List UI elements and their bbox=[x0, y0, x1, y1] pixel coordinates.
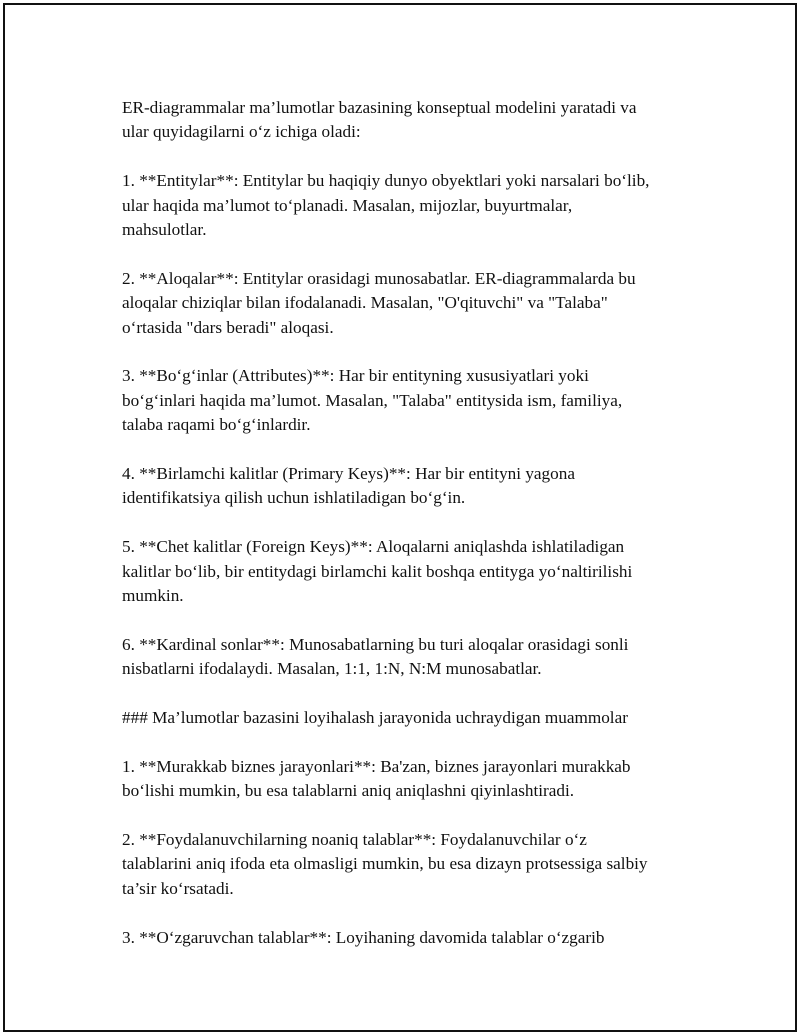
text-line: 6. **Kardinal sonlar**: Munosabatlarning bu turi aloqalar orasidagi sonli bbox=[122, 634, 629, 654]
text-line: 3. **Bo‘g‘inlar (Attributes)**: Har bir entityning xususiyatlari yoki bbox=[122, 366, 589, 386]
text-line: 4. **Birlamchi kalitlar (Primary Keys)**: Har bir entityni yagona bbox=[122, 464, 575, 484]
document-page bbox=[3, 3, 797, 1032]
text-line: aloqalar chiziqlar bilan ifodalanadi. Masalan, "O'qituvchi" va "Talaba" bbox=[122, 293, 608, 313]
text-line: 2. **Foydalanuvchilarning noaniq talablar**: Foydalanuvchilar o‘z bbox=[122, 830, 587, 850]
text-line: o‘rtasida "dars beradi" aloqasi. bbox=[122, 317, 334, 337]
paragraph-entitylar bbox=[122, 169, 712, 242]
paragraph-ozgaruvchan-talablar bbox=[122, 926, 712, 950]
text-line: talablarini aniq ifoda eta olmasligi mumkin, bu esa dizayn protsessiga salbiy bbox=[122, 854, 648, 874]
text-line: nisbatlarni ifodalaydi. Masalan, 1:1, 1:N, N:M munosabatlar. bbox=[122, 659, 542, 679]
text-line: 1. **Entitylar**: Entitylar bu haqiqiy dunyo obyektlari yoki narsalari bo‘lib, bbox=[122, 171, 650, 191]
text-line: kalitlar bo‘lib, bir entitydagi birlamchi kalit boshqa entityga yo‘naltirilishi bbox=[122, 561, 633, 581]
paragraph-boginlar bbox=[122, 364, 712, 437]
paragraph-foreign-keys bbox=[122, 535, 712, 608]
paragraph-primary-keys bbox=[122, 462, 712, 511]
paragraph-intro bbox=[122, 96, 712, 145]
text-line: ular quyidagilarni o‘z ichiga oladi: bbox=[122, 122, 361, 142]
text-line: ular haqida ma’lumot to‘planadi. Masalan, mijozlar, buyurtmalar, bbox=[122, 195, 573, 215]
document-body bbox=[122, 96, 712, 974]
section-heading bbox=[122, 706, 712, 730]
text-line: 3. **O‘zgaruvchan talablar**: Loyihaning davomida talablar o‘zgarib bbox=[122, 927, 605, 947]
text-line: ta’sir ko‘rsatadi. bbox=[122, 878, 234, 898]
heading-line: ### Ma’lumotlar bazasini loyihalash jarayonida uchraydigan muammolar bbox=[122, 708, 628, 728]
text-line: mahsulotlar. bbox=[122, 220, 207, 240]
text-line: 5. **Chet kalitlar (Foreign Keys)**: Aloqalarni aniqlashda ishlatiladigan bbox=[122, 537, 625, 557]
paragraph-noaniq-talablar bbox=[122, 828, 712, 901]
paragraph-aloqalar bbox=[122, 267, 712, 340]
text-line: mumkin. bbox=[122, 586, 184, 606]
text-line: talaba raqami bo‘g‘inlardir. bbox=[122, 415, 311, 435]
text-line: bo‘lishi mumkin, bu esa talablarni aniq aniqlashni qiyinlashtiradi. bbox=[122, 781, 575, 801]
paragraph-murakkab-biznes bbox=[122, 755, 712, 804]
text-line: 2. **Aloqalar**: Entitylar orasidagi munosabatlar. ER-diagrammalarda bu bbox=[122, 268, 636, 288]
text-line: ER-diagrammalar ma’lumotlar bazasining konseptual modelini yaratadi va bbox=[122, 98, 637, 117]
paragraph-kardinal-sonlar bbox=[122, 633, 712, 682]
text-line: identifikatsiya qilish uchun ishlatiladigan bo‘g‘in. bbox=[122, 488, 466, 508]
text-line: bo‘g‘inlari haqida ma’lumot. Masalan, "Talaba" entitysida ism, familiya, bbox=[122, 390, 623, 410]
text-line: 1. **Murakkab biznes jarayonlari**: Ba'zan, biznes jarayonlari murakkab bbox=[122, 756, 631, 776]
